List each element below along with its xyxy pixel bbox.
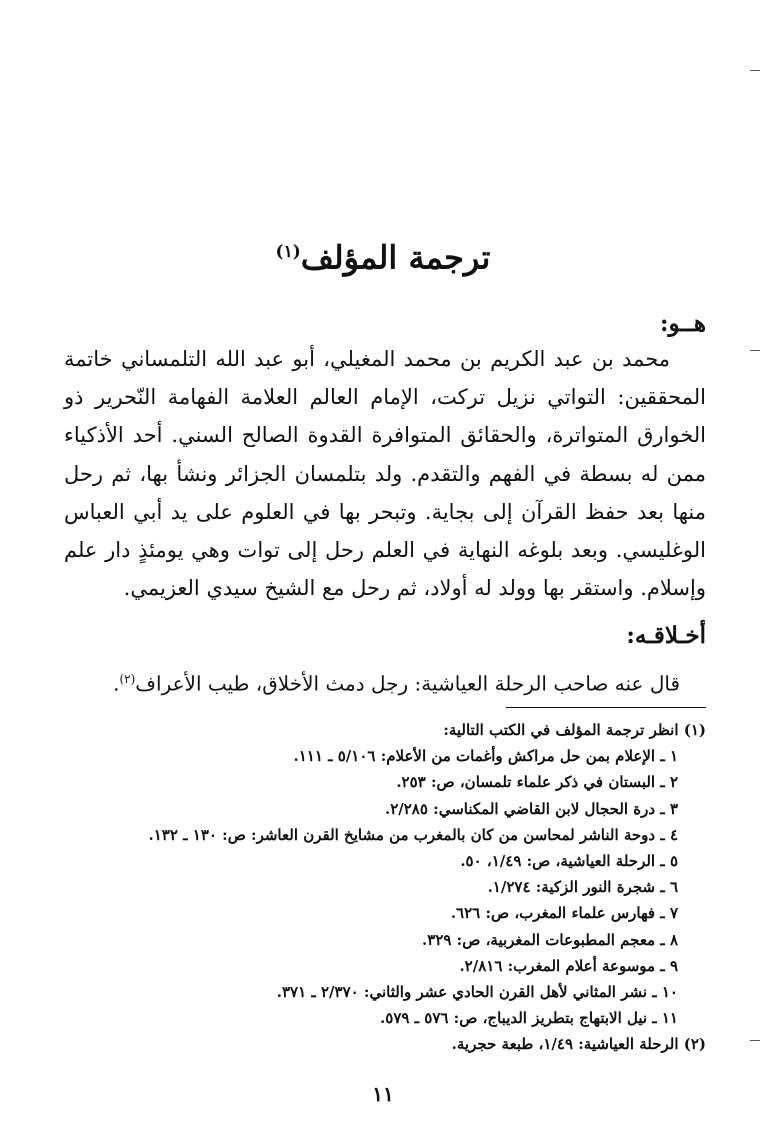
title-footnote-ref: (١)	[275, 242, 301, 262]
footnote-item: ٦ ـ شجرة النور الزكية: ١/٢٧٤.	[487, 878, 678, 897]
footnote-item: ٨ ـ معجم المطبوعات المغربية، ص: ٣٢٩.	[422, 930, 678, 949]
biography-paragraph: محمد بن عبد الكريم بن محمد المغيلي، أبو عبد الله التلمساني خاتمة المحققين: التواتي نزيل تركت، الإمام العالم العلامة الفهامة النّحرير ذو الخوارق المتواترة، والحقائق المتوافرة القدوة الصالح السني. أحد الأذكياء ممن له بسطة في الفهم والتقدم. ولد بتلمسان الجزائر ونشأ بها، ثم رحل منها بعد حفظ القرآن إلى بجاية. وتبحر بها في العلوم على يد أبي العباس الوغليسي. وبعد بلوغه النهاية في العلم رحل إلى توات وهي يومئذٍ دار علم وإسلام. واستقر بها وولد له أولاد، ثم رحل مع الشيخ سيدي العزيمي.	[64, 347, 706, 601]
character-paragraph	[64, 664, 680, 699]
footnote-item: ٩ ـ موسوعة أعلام المغرب: ٢/٨١٦.	[459, 956, 678, 975]
section-heading-identity: هــو:	[660, 310, 706, 337]
footnote-item: ٥ ـ الرحلة العياشية، ص: ١/٤٩، ٥٠.	[460, 852, 678, 871]
footnote-item: (٢) الرحلة العياشية: ١/٤٩، طبعة حجرية.	[451, 1035, 706, 1054]
footnote-item: (١) انظر ترجمة المؤلف في الكتب التالية:	[443, 721, 706, 739]
footnote-item: ٢ ـ البستان في ذكر علماء تلمسان، ص: ٢٥٣.	[396, 773, 678, 792]
scan-edge-mark	[750, 1040, 760, 1041]
biography-body	[64, 340, 706, 607]
footnote-item: ١ ـ الإعلام بمن حل مراكش وأغمات من الأعلام: ٥/١٠٦ ـ ١١١.	[293, 747, 678, 766]
footnote-item: ١٠ ـ نشر المثاني لأهل القرن الحادي عشر والثاني: ٢/٣٧٠ ـ ٣٧١.	[276, 983, 678, 1002]
footnote-item: ١١ ـ نيل الابتهاج بتطريز الديباج، ص: ٥٧٦ ـ ٥٧٩.	[380, 1009, 678, 1028]
page-number: ١١	[372, 1082, 394, 1106]
footnote-separator	[506, 707, 706, 708]
footnote-item: ٤ ـ دوحة الناشر لمحاسن من كان بالمغرب من مشايخ القرن العاشر: ص: ١٣٠ ـ ١٣٢.	[148, 825, 678, 844]
page-title	[0, 228, 766, 282]
footnote-item: ٧ ـ فهارس علماء المغرب، ص: ٦٢٦.	[450, 904, 678, 923]
character-end: .	[113, 671, 120, 696]
character-text: قال عنه صاحب الرحلة العياشية: رجل دمث الأخلاق، طيب الأعراف	[135, 671, 680, 696]
scan-edge-mark	[750, 350, 760, 351]
section-heading-character: أخـلاقـه:	[626, 622, 706, 649]
character-footnote-ref: (٢)	[119, 672, 136, 686]
title-text: ترجمة المؤلف	[300, 238, 491, 277]
footnotes	[50, 717, 706, 1058]
footnote-item: ٣ ـ درة الحجال لابن القاضي المكناسي: ٢/٢٨٥.	[384, 799, 678, 818]
scan-edge-mark	[750, 70, 760, 71]
